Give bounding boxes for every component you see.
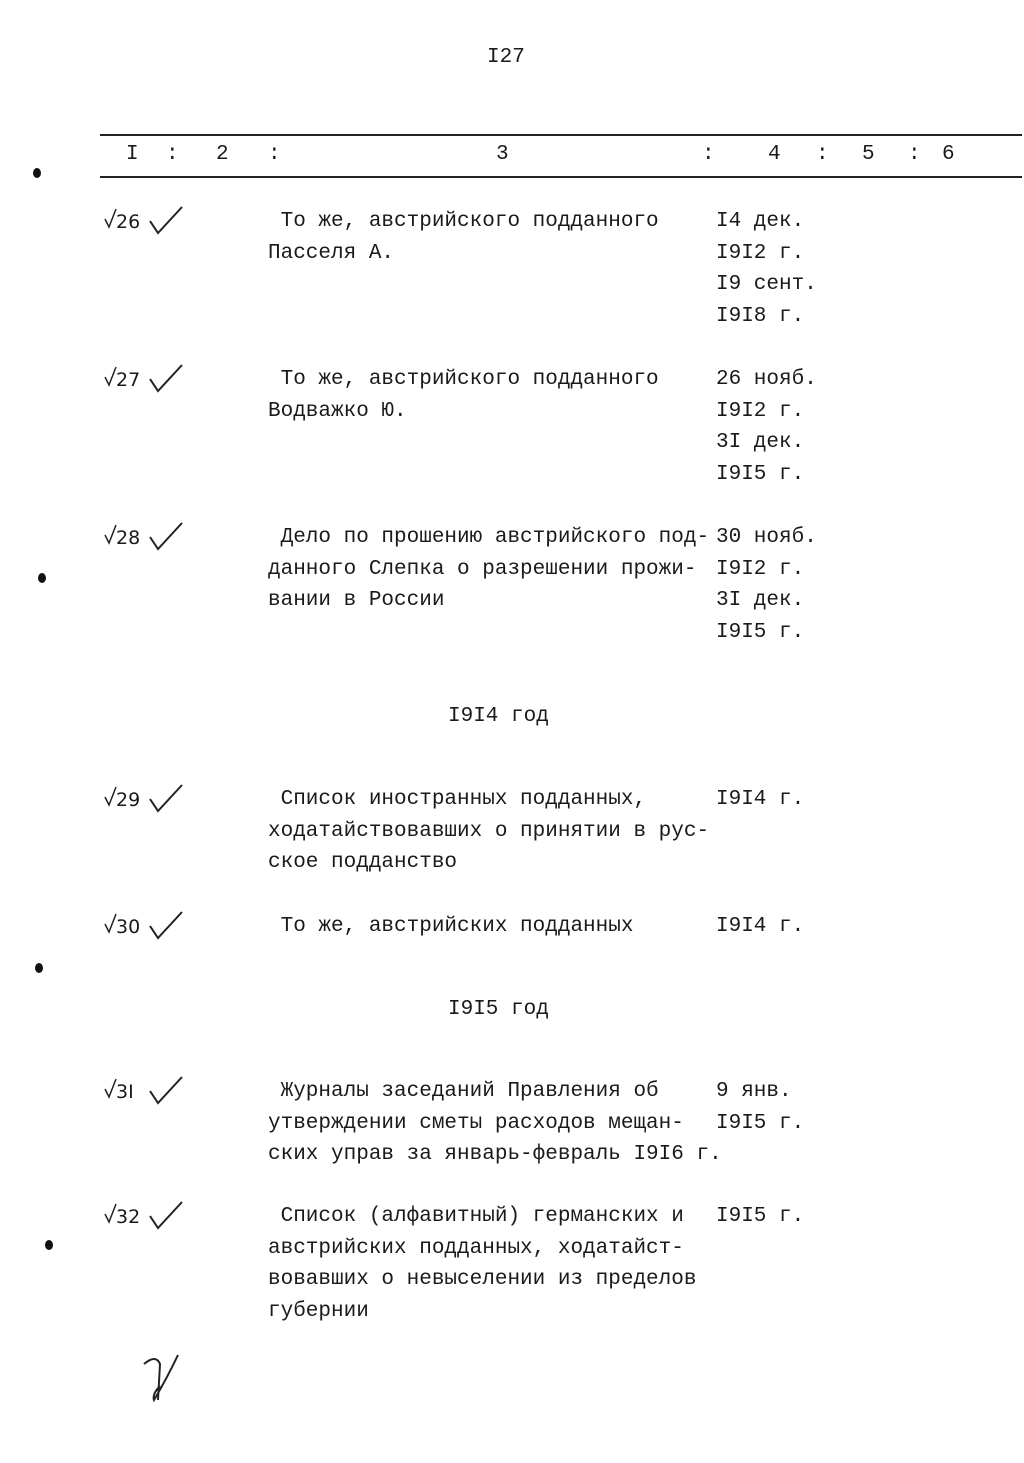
check-mark-icon	[146, 781, 186, 815]
entry-number: 30	[116, 916, 141, 938]
year-heading-1915: I9I5 год	[448, 998, 549, 1021]
punch-hole-mark	[45, 1240, 53, 1250]
year-heading-1914: I9I4 год	[448, 705, 549, 728]
entry-date: I9I8 г.	[716, 304, 805, 328]
column-separator: :	[702, 143, 715, 166]
check-mark-icon	[146, 519, 186, 553]
punch-hole-mark	[33, 168, 41, 178]
column-header-3: 3	[496, 143, 509, 166]
entry-description-line: ходатайствовавших о принятии в рус-	[268, 819, 710, 843]
entry-date: I9I5 г.	[716, 462, 805, 486]
entry-description-line: губернии	[268, 1299, 369, 1323]
entry-description-line: Список (алфавитный) германских и	[268, 1205, 684, 1228]
entry-date: I9I4 г.	[716, 915, 805, 938]
entry-description-line: Журналы заседаний Правления об	[268, 1080, 659, 1103]
small-check-mark-icon	[103, 1202, 119, 1224]
page-number: I27	[487, 46, 525, 69]
entry-description-line: Водважко Ю.	[268, 399, 407, 423]
entry-number: 32	[116, 1206, 141, 1228]
header-bottom-rule	[100, 176, 1022, 178]
column-header-6: 6	[942, 143, 955, 166]
small-check-mark-icon	[103, 912, 119, 934]
column-header-5: 5	[862, 143, 875, 166]
entry-description-line: Дело по прошению австрийского под-	[268, 526, 710, 549]
entry-number: 3I	[116, 1081, 134, 1103]
entry-date: I9I2 г.	[716, 399, 805, 423]
entry-description-line: Список иностранных подданных,	[268, 788, 647, 811]
entry-description-line: То же, австрийского подданного	[268, 368, 659, 391]
entry-date: 30 нояб.	[716, 526, 817, 549]
entry-description-line: вании в России	[268, 589, 445, 612]
entry-description-line: вовавших о невыселении из пределов	[268, 1268, 697, 1291]
entry-description-line: ских управ за январь-февраль I9I6 г.	[268, 1143, 722, 1166]
check-mark-icon	[146, 908, 186, 942]
small-check-mark-icon	[103, 785, 119, 807]
entry-date: I9I5 г.	[716, 1205, 805, 1228]
entry-description-line: То же, австрийских подданных	[268, 915, 634, 938]
entry-date: I9I2 г.	[716, 557, 805, 581]
check-mark-icon	[146, 1073, 186, 1107]
punch-hole-mark	[35, 963, 43, 973]
entry-number: 27	[116, 369, 141, 391]
small-check-mark-icon	[103, 207, 119, 229]
entry-description-line: австрийских подданных, ходатайст-	[268, 1236, 684, 1260]
small-check-mark-icon	[103, 1077, 119, 1099]
header-top-rule	[100, 134, 1022, 136]
entry-description-line: утверждении сметы расходов мещан-	[268, 1111, 684, 1135]
entry-date: I9I2 г.	[716, 241, 805, 265]
small-check-mark-icon	[103, 523, 119, 545]
column-separator: :	[816, 143, 829, 166]
check-mark-icon	[146, 203, 186, 237]
entry-date: I9I5 г.	[716, 1111, 805, 1135]
entry-date: 3I дек.	[716, 431, 805, 454]
column-separator: :	[268, 143, 281, 166]
column-separator: :	[166, 143, 179, 166]
entry-date: 26 нояб.	[716, 368, 817, 391]
entry-description-line: Пасселя А.	[268, 241, 395, 265]
check-mark-icon	[146, 1198, 186, 1232]
entry-date: I9I5 г.	[716, 620, 805, 644]
entry-date: I4 дек.	[716, 210, 805, 233]
column-header-2: 2	[216, 143, 229, 166]
punch-hole-mark	[38, 573, 46, 583]
column-header-4: 4	[768, 143, 781, 166]
entry-date: I9 сент.	[716, 273, 817, 296]
entry-description-line: данного Слепка о разрешении прожи-	[268, 557, 697, 581]
entry-date: I9I4 г.	[716, 788, 805, 811]
entry-date: 9 янв.	[716, 1080, 792, 1103]
entry-number: 29	[116, 789, 141, 811]
entry-description-line: ское подданство	[268, 851, 458, 874]
entry-description-line: То же, австрийского подданного	[268, 210, 659, 233]
column-header-I: I	[126, 143, 139, 166]
entry-number: 26	[116, 211, 141, 233]
small-check-mark-icon	[103, 365, 119, 387]
entry-date: 3I дек.	[716, 589, 805, 612]
column-separator: :	[908, 143, 921, 166]
handwritten-cross-mark-icon	[138, 1350, 188, 1405]
entry-number: 28	[116, 527, 141, 549]
check-mark-icon	[146, 361, 186, 395]
